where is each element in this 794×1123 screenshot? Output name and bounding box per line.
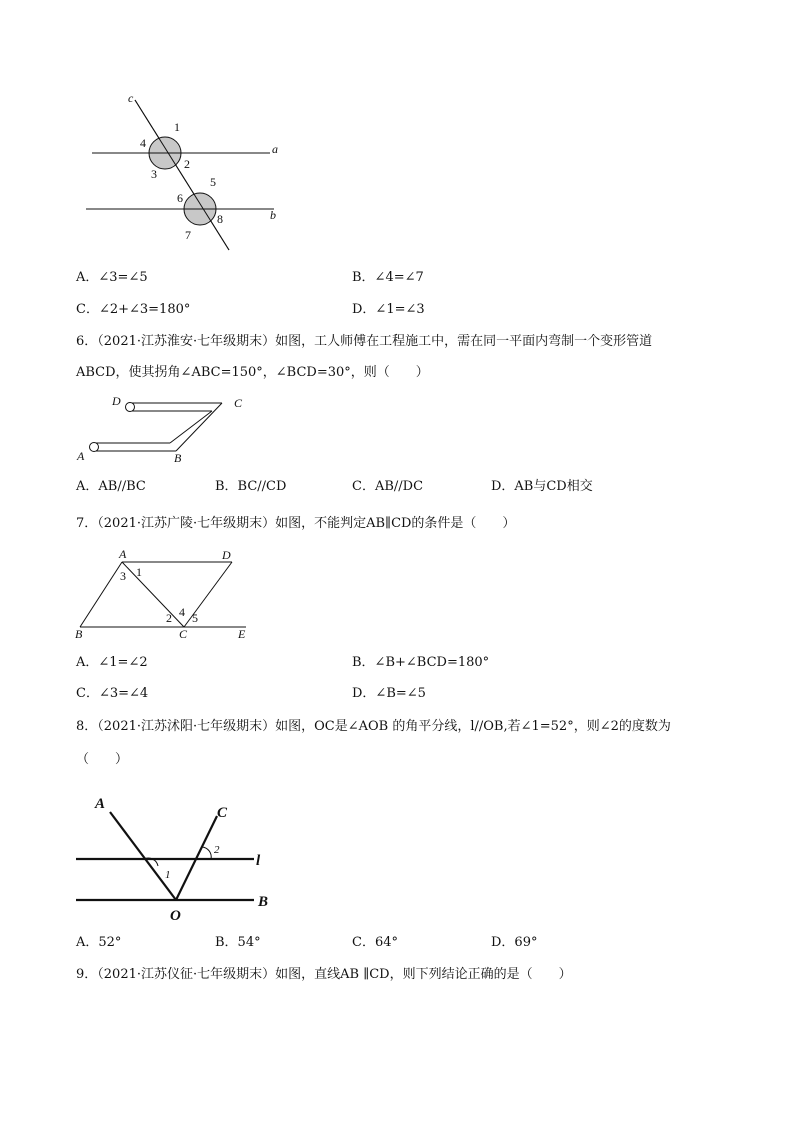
q6-option-a[interactable]: A．AB//BC <box>76 479 146 494</box>
ray-oa <box>110 812 176 900</box>
angle-label-1: 1 <box>165 869 171 881</box>
q7-option-d[interactable]: D．∠B=∠5 <box>352 686 426 701</box>
angle-label-3: 3 <box>151 167 157 181</box>
angle-label-1: 1 <box>136 565 142 579</box>
angle-label-6: 6 <box>177 191 183 205</box>
label-o: O <box>170 908 181 924</box>
angle-label-2: 2 <box>214 844 220 856</box>
q8-option-d[interactable]: D．69° <box>491 935 538 950</box>
angle-label-1: 1 <box>174 120 180 134</box>
label-b: B <box>258 894 269 910</box>
q7-option-b[interactable]: B．∠B+∠BCD=180° <box>352 655 490 670</box>
pipe-end-d <box>126 403 135 412</box>
q5-option-c[interactable]: C．∠2+∠3=180° <box>76 302 191 317</box>
q6-option-b[interactable]: B．BC//CD <box>215 479 287 494</box>
q5-option-d[interactable]: D．∠1=∠3 <box>352 302 425 317</box>
q8-figure <box>70 792 280 927</box>
label-b: B <box>174 451 182 465</box>
label-l: l <box>256 853 261 869</box>
q8-option-b[interactable]: B．54° <box>215 935 261 950</box>
q5-figure <box>80 88 300 258</box>
label-c: C <box>179 627 188 641</box>
q8-option-a[interactable]: A．52° <box>76 935 122 950</box>
q9-stem-line1: 9．（2021·江苏仪征·七年级期末）如图，直线AB ∥CD，则下列结论正确的是（ ） <box>76 967 572 982</box>
q6-option-d[interactable]: D．AB与CD相交 <box>491 479 593 494</box>
q6-stem-line2: ABCD，使其拐角∠ABC=150°，∠BCD=30°，则（ ） <box>76 365 429 380</box>
label-a: A <box>119 547 127 561</box>
angle-arc-2 <box>202 847 211 859</box>
angle-label-2: 2 <box>184 157 190 171</box>
label-a: A <box>95 796 106 812</box>
angle-label-7: 7 <box>185 228 191 242</box>
label-e: E <box>238 627 246 641</box>
q8-stem-line1: 8．（2021·江苏沭阳·七年级期末）如图，OC是∠AOB 的角平分线，l//OB,若∠1=52°，则∠2的度数为 <box>76 719 671 734</box>
label-c: C <box>217 805 228 821</box>
label-d: D <box>112 394 121 408</box>
q5-option-b[interactable]: B．∠4=∠7 <box>352 270 424 285</box>
q8-option-c[interactable]: C．64° <box>352 935 398 950</box>
segment-ab <box>80 562 122 627</box>
label-c: C <box>234 396 243 410</box>
pipe-end-a <box>90 443 99 452</box>
q6-figure <box>72 390 262 466</box>
q6-stem-line1: 6．（2021·江苏淮安·七年级期末）如图，工人师傅在工程施工中，需在同一平面内弯制一个变形管道 <box>76 334 653 349</box>
label-a: a <box>272 142 278 156</box>
angle-label-5: 5 <box>210 175 216 189</box>
q7-figure <box>70 546 260 644</box>
angle-label-4: 4 <box>179 605 185 619</box>
label-b: b <box>270 208 276 222</box>
label-d: D <box>222 548 231 562</box>
q7-option-c[interactable]: C．∠3=∠4 <box>76 686 149 701</box>
q8-stem-line2: （ ） <box>76 752 129 767</box>
angle-label-4: 4 <box>140 136 146 150</box>
q6-option-c[interactable]: C．AB//DC <box>352 479 424 494</box>
label-a: A <box>77 449 85 463</box>
segment-ac <box>122 562 184 627</box>
angle-label-3: 3 <box>120 569 126 583</box>
label-c: c <box>128 91 134 105</box>
q5-option-a[interactable]: A．∠3=∠5 <box>76 270 148 285</box>
q7-option-a[interactable]: A．∠1=∠2 <box>76 655 148 670</box>
angle-label-2: 2 <box>166 611 172 625</box>
q7-stem-line1: 7．（2021·江苏广陵·七年级期末）如图，不能判定AB∥CD的条件是（ ） <box>76 516 516 531</box>
angle-label-8: 8 <box>217 212 223 226</box>
label-b: B <box>75 627 83 641</box>
angle-label-5: 5 <box>192 611 198 625</box>
